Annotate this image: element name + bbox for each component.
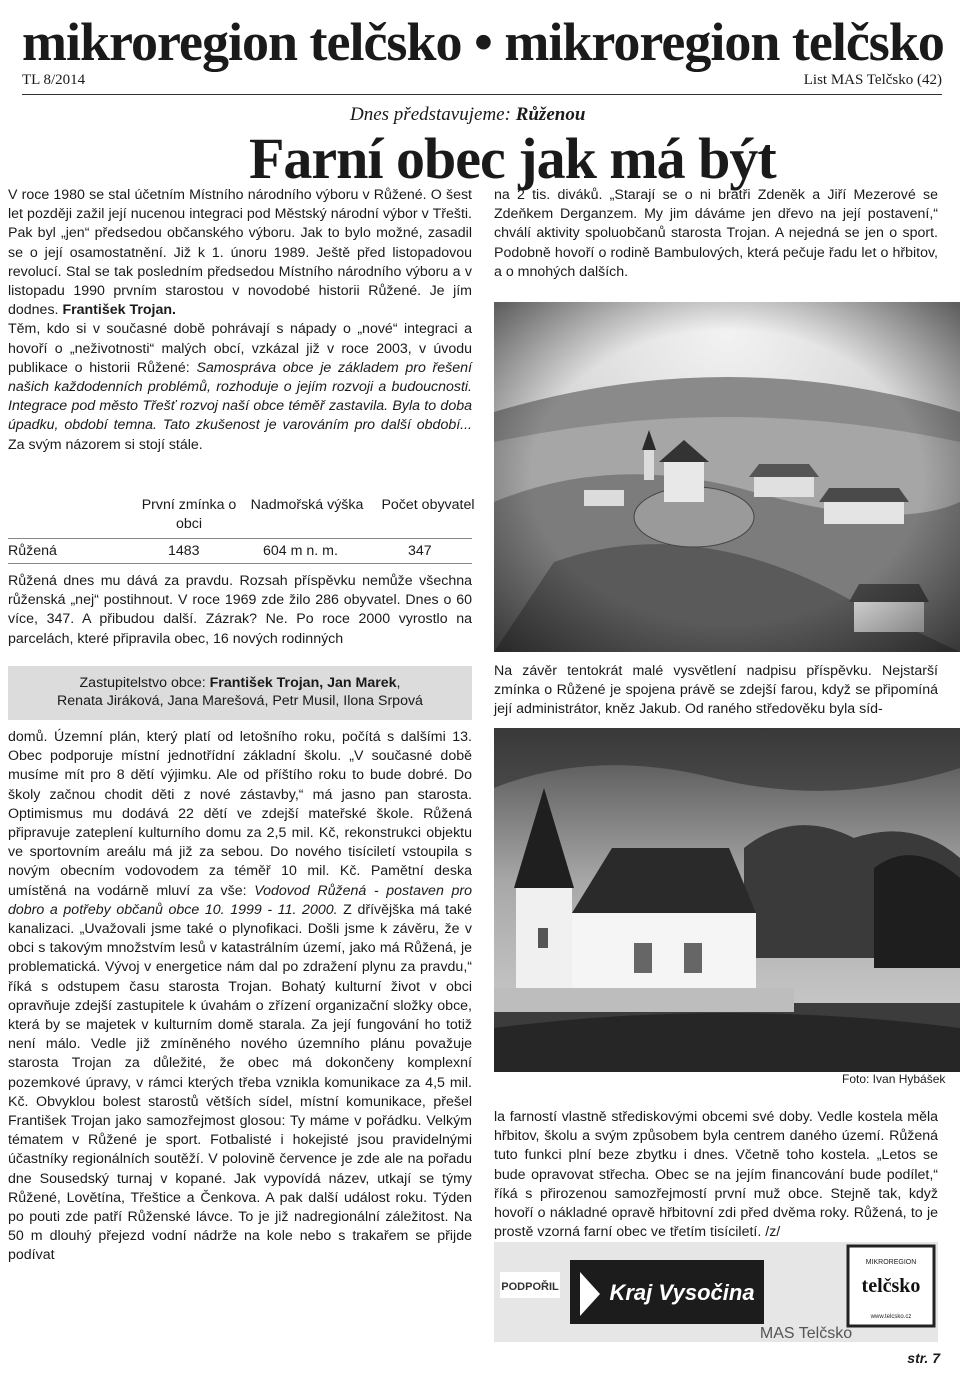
council-line-1: Zastupitelstvo obce: František Trojan, Jan Marek, <box>79 675 401 691</box>
article-column-right-bottom <box>494 1108 938 1242</box>
kicker <box>350 104 585 126</box>
masthead-title: mikroregion telčsko • mikroregion telčsko <box>22 12 944 72</box>
article-paragraph: Na závěr tentokrát malé vysvětlení nadpisu příspěvku. Nejstarší zmínka o Růžené je spojena právě se zdejší farou, když se připomíná její administrátor, kněz Jakub. Od raného středověku byla síd- <box>494 663 938 718</box>
council-box <box>8 666 472 720</box>
council-label: Zastupitelstvo obce: <box>79 675 210 691</box>
headline: Farní obec jak má být <box>249 126 776 191</box>
facts-population: 347 <box>408 543 432 559</box>
aerial-photo <box>494 302 960 652</box>
mikroregion-logo-top: MIKROREGION <box>865 1259 917 1266</box>
mikroregion-logo-main: telčsko <box>861 1275 921 1297</box>
council-line-2: Renata Jiráková, Jana Marešová, Petr Musil, Ilona Srpová <box>57 693 423 709</box>
article-column-right-top <box>494 186 938 282</box>
sponsor-logos-graphic <box>494 1242 938 1342</box>
council-names-bold: František Trojan, Jan Marek <box>209 675 397 691</box>
facts-village-name: Růžená <box>8 543 57 559</box>
sponsor-logos <box>494 1242 938 1342</box>
article-paragraph <box>8 186 472 320</box>
sponsor-support-label: PODPOŘIL <box>501 1281 559 1293</box>
mas-logo-text: MAS Telčsko <box>759 1325 853 1342</box>
article-column-left-intro <box>8 186 472 455</box>
masthead <box>22 8 942 94</box>
facts-altitude: 604 m n. m. <box>263 543 338 559</box>
text-run: V roce 1980 se stal účetním Místního národního výboru v Růžené. O šest let později zažil její nucenou integraci pod Městský národní výbor v Třešti. Pak byl „jen“ předsedou občanského výboru. Jak to bylo možné, zasadil se o její osamostatnění. Již k 1. únoru 1989. Ještě před listopadovou revolucí. Stal se tak posledním předsedou Místního národního výboru a v listopadu 1990 prvním starostou v novodobé historii Růžené. Je jím dodnes. <box>8 187 472 319</box>
text-run: domů. Územní plán, který platí od letošního roku, počítá s dalšími 13. Obec podporuje místní jednotřídní základní školu. „V současné době musíme mít pro 8 dětí výjimku. Ale od příštího roku to bude dobré. Do školy začnou chodit děti z nové zástavby,“ má jasno pan starosta. Optimismus mu dodává 22 dětí ve zdejší mateřské škole. Růžená připravuje zateplení kulturního domu za 2,5 mil. Kč, rekonstrukci objektu ve sportovním areálu má již za sebou. Do nového tisíciletí vstoupila s novým obecním vodovodem za téměř 10 mil. Kč. Pamětní deska umístěná na vodárně mluví za vše: <box>8 729 472 899</box>
article-paragraph: Růžená dnes mu dává za pravdu. Rozsah příspěvku nemůže všechna růženská „nej“ postihnout. V roce 1969 zde žilo 286 obyvatel. Dnes o 60 více, 347. A přibudou další. Zázrak? Ne. Po roce 2000 vyrostlo na parcelách, které připravila obec, 16 nových rodinných <box>8 573 472 647</box>
text-run: Z dřívějška má také kanalizaci. „Uvažovali jsme také o plynofikaci. Došli jsme k závěru, že v obci s takovým množstvím lesů v katastrálním území, jako má Růžená, je problematická. Vývoj v energetice nám dal po zdražení plynu za pravdu,“ říká s odstupem času starosta Trojan. Bohatý kulturní život v obci opravňuje zdejší zastupitele k úvahám o zřízení organizační složky obce, která by se majetek v kulturním domě starala. Za její fungování ho totiž není málo. Vedle již zmíněného nového územního plánu považuje starosta Trojan za důležité, že obec má dokončeny komplexní pozemkové úpravy, v rámci kterých třeba vznikla komunikace za 4,5 mil. Kč. Obvyklou bolest starostů větších sídel, místní komunikace, přešel František Trojan jako samozřejmost glosou: Ty máme v pořádku. Velkým tématem v Růžené je sport. Fotbalisté i hokejisté jsou pravidelnými účastníky regionálních soutěží. V polovině července je zde ale na pořadu dne Sousedský turnaj v kopané. Jak vypovídá název, utkají se týmy Růžené, Lovětína, Třeštice a Čenkova. A pak další událost roku. Týden po pouti zde patří Růženské lávce. To je již nadregionální záležitost. Na 50 m dlouhý přejezd vodní nádrže na kole nebo s trakařem se přijde podívat <box>8 901 472 1264</box>
church-photo <box>494 728 960 1072</box>
article-paragraph <box>8 728 472 1266</box>
region-logo-text: Kraj Vysočina <box>609 1280 755 1305</box>
photo-credit: Foto: Ivan Hybášek <box>842 1072 946 1086</box>
text-run: Za svým názorem si stojí stále. <box>8 436 203 453</box>
kicker-name: Růženou <box>515 104 586 125</box>
quote-run: Vodovod Růžená - postaven pro dobro a potřeby občanů obce 10. 1999 - 11. 2000. <box>8 882 472 918</box>
kicker-prefix: Dnes představujeme: <box>350 104 516 125</box>
facts-header-altitude: Nadmořská výška <box>250 497 364 513</box>
issue-label: TL 8/2014 <box>22 72 86 88</box>
mayor-name: František Trojan. <box>62 302 176 319</box>
page-number: str. 7 <box>907 1350 940 1366</box>
article-paragraph <box>8 320 472 454</box>
table-row <box>8 538 472 564</box>
article-paragraph: la farností vlastně střediskovými obcemi své doby. Vedle kostela měla hřbitov, školu a svým způsobem byla centrem daného území. Růžená tuto funkci plní beze zbytku i dnes. Včetně toho kostela. „Letos se bude opravovat střecha. Obec se na jejím financování bude podílet,“ říká s přirozenou samozřejmostí první muž obce. Stejně tak, když hovoří o nákladné opravě hřbitovní zdi před dvěma roky. Růžená, to je prostě vzorná farní obec ve třetím tisíciletí. /z/ <box>494 1109 938 1241</box>
article-column-left-mid <box>8 572 472 649</box>
mikroregion-logo-url: www.telcsko.cz <box>870 1314 912 1320</box>
article-column-left-main <box>8 728 472 1266</box>
facts-first-mention: 1483 <box>168 543 200 559</box>
masthead-rule <box>22 94 942 95</box>
series-label: List MAS Telčsko (42) <box>803 72 942 88</box>
facts-header-population: Počet obyvatel <box>381 497 475 513</box>
text-run: Těm, kdo si v současné době pohrávají s nápady o „nové“ integraci a hovoří o „neživotnosti“ malých obcí, vzkázal již v roce 2003, v úvodu publikace o historii Růžené: <box>8 321 472 376</box>
facts-header-first-mention: První zmínka o obci <box>141 497 237 532</box>
article-column-right-mid <box>494 662 938 720</box>
quote-run: Samospráva obce je základem pro řešení našich každodenních problémů, rozhoduje o jejím rozvoji a budoucnosti. Integrace pod město Třešť rozvoj naší obce téměř zastavila. Byla to doba úpadku, období temna. Tato zkušenost je varováním pro další období... <box>8 359 472 434</box>
article-paragraph: na 2 tis. diváků. „Starají se o ni bratři Zdeněk a Jiří Mezerové se Zdeňkem Derganzem. My jim dáváme jen dřevo na její postavení,“ chválí aktivity spoluobčanů starosta Trojan. A nejedná se jen o sport. Podobně hovoří o rodině Bambulových, která pečuje řadu let o hřbitov, a o mnohých dalších. <box>494 187 938 280</box>
